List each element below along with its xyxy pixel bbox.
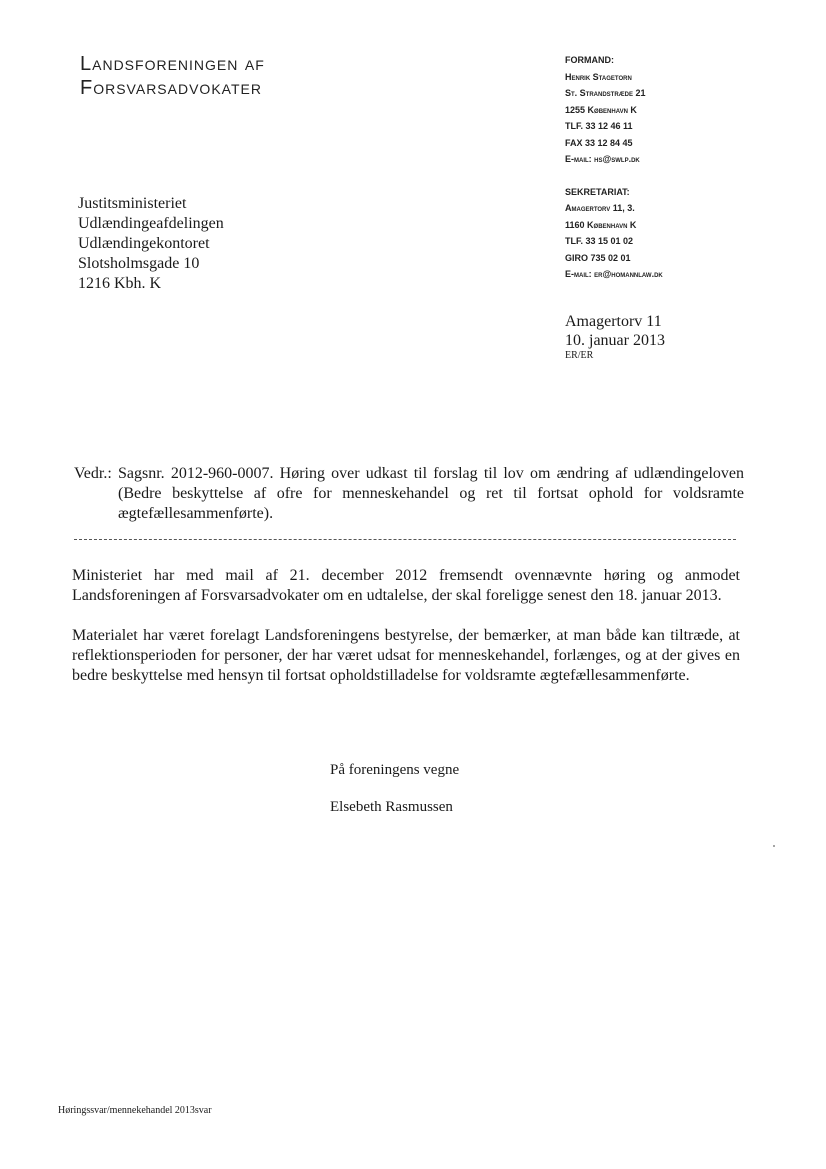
sekretariat-city: 1160 København K xyxy=(565,219,637,230)
scan-speck xyxy=(773,845,775,847)
footer-filename: Høringssvar/mennekehandel 2013svar xyxy=(58,1105,212,1116)
formand-city: 1255 København K xyxy=(565,104,637,115)
org-name-line1: Landsforeningen af xyxy=(80,53,265,75)
date: 10. januar 2013 xyxy=(565,332,665,349)
sekretariat-email: E-mail: er@homannlaw.dk xyxy=(565,269,663,279)
place: Amagertorv 11 xyxy=(565,313,662,330)
subject-label: Vedr.: xyxy=(74,465,112,482)
subject-text: Sagsnr. 2012-960-0007. Høring over udkast til forslag til lov om ændring af udlændingeloven (Bedre beskyttelse af ofre for menneskehandel og ret til fortsat ophold for voldsramte ægtefællesammenførte). xyxy=(118,465,744,522)
formand-fax: FAX 33 12 84 45 xyxy=(565,137,633,148)
subject-block xyxy=(74,464,744,524)
recipient-line: Udlændingekontoret xyxy=(78,235,210,252)
recipient-line: 1216 Kbh. K xyxy=(78,275,162,292)
formand-label: FORMAND: xyxy=(565,55,614,65)
recipient-line: Slotsholmsgade 10 xyxy=(78,255,200,272)
place-and-date xyxy=(565,312,665,362)
contact-sidebar xyxy=(565,52,815,283)
org-name-line2: Forsvarsadvokater xyxy=(80,77,262,99)
sekretariat-label: SEKRETARIAT: xyxy=(565,186,630,197)
sekretariat-giro: GIRO 735 02 01 xyxy=(565,252,631,263)
reference-initials: ER/ER xyxy=(565,350,594,361)
formand-email: E-mail: hs@swlp.dk xyxy=(565,154,640,164)
formand-phone: TLF. 33 12 46 11 xyxy=(565,121,633,131)
dashed-divider xyxy=(74,539,736,540)
recipient-line: Udlændingeafdelingen xyxy=(78,215,224,232)
sekretariat-phone: TLF. 33 15 01 02 xyxy=(565,236,634,246)
sekretariat-street: Amagertorv 11, 3. xyxy=(565,203,635,213)
letterhead-organization xyxy=(80,52,265,100)
formand-street: St. Strandstræde 21 xyxy=(565,88,646,98)
body-paragraph-1: Ministeriet har med mail af 21. december 2012 fremsendt ovennævnte høring og anmodet Landsforeningen af Forsvarsadvokater om en udtalelse, der skal foreligge senest den 18. januar 2013. xyxy=(72,567,740,604)
recipient-address xyxy=(78,194,224,294)
signature-name: Elsebeth Rasmussen xyxy=(330,799,453,815)
body-paragraph-2: Materialet har været forelagt Landsforeningens bestyrelse, der bemærker, at man både kan tiltræde, at reflektionsperioden for personer, der har været udsat for menneskehandel, forlænges, og at der gives en bedre beskyttelse med hensyn til fortsat opholdstilladelse for voldsramte ægtefællesammenførte. xyxy=(72,627,740,684)
formand-name: Henrik Stagetorn xyxy=(565,71,632,82)
recipient-line: Justitsministeriet xyxy=(78,195,187,212)
signature-closing: På foreningens vegne xyxy=(330,762,460,778)
